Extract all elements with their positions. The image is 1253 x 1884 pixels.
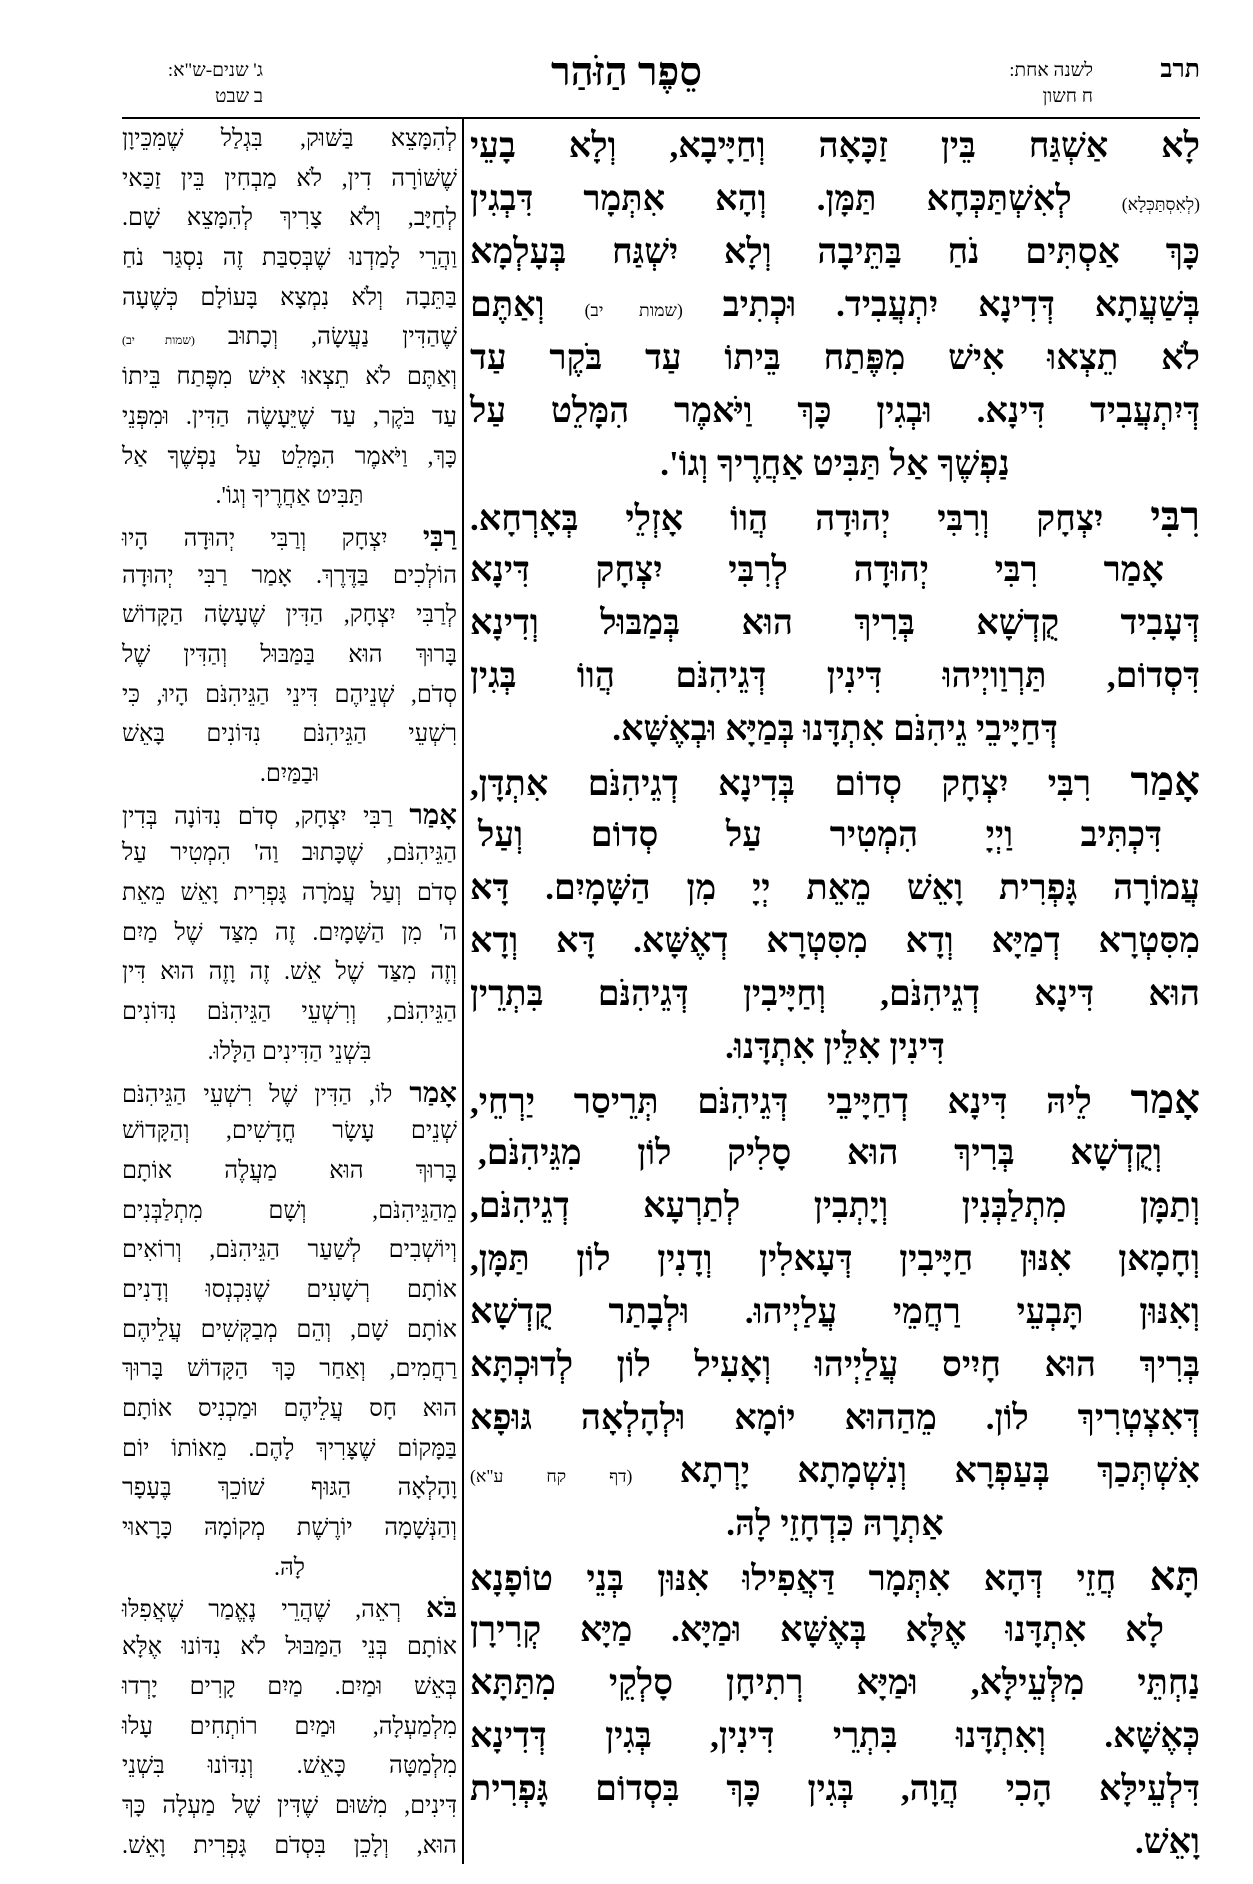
translation-line: וְאַתֶּם לֹא תֵצְאוּ אִישׁ מִפֶּתַח בֵּיתוֹ <box>122 364 457 391</box>
translation-line: מִלְמַטָּה כָּאֵשׁ. וְנִדּוֹנוּ בִּשְׁנֵי <box>122 1753 457 1780</box>
main-text-line: לֹא תֵצְאוּ אִישׁ מִפֶּתַח בֵּיתוֹ עַד בֹּקֶר עַד <box>470 338 1200 377</box>
main-text-line: דְּאִצְטְרִיךְ לוֹן. מֵהַהוּא יוֹמָא וּלְהָלְאָה גּוּפָא <box>470 1398 1200 1437</box>
line-text: לֵיהּ דִּינָא דְחַיָּיבֵי דְּגֵיהִנֹּם תְּרֵיסַר יַרְחֵי, <box>470 1082 1092 1121</box>
line-text: שֶׁהַדִּין נַעֲשָׂה, וְכָתוּב <box>227 324 457 351</box>
translation-line: אוֹתָם שָׁם, וְהֵם מְבַקְּשִׁים עֲלֵיהֶם <box>122 1316 457 1343</box>
variant-reading-note: (לְאִסְתַּכְּלָא) <box>1121 194 1200 214</box>
reading-schedule-one-year: לשנה אחת: <box>1009 60 1093 81</box>
translation-line: רַחֲמִים, וְאַחַר כָּךְ הַקָּדוֹשׁ בָּרוּךְ <box>122 1356 457 1383</box>
main-text-line: וְתַמָּן מִתְלַבְּנִין וְיָתְבִין לְתַרְעָא דְגֵיהִנֹּם, <box>470 1186 1200 1225</box>
column-divider <box>462 119 464 1864</box>
reading-date-one-year: ח חשון <box>1042 86 1093 107</box>
translation-line: בַּמָּקוֹם שֶׁצָּרִיךְ לָהֶם. מֵאוֹתוֹ יוֹם <box>122 1435 457 1462</box>
source-reference: (שמות יב) <box>122 333 195 348</box>
main-text-line: דְּחַיָּיבֵי גֵיהִנֹּם אִתְדָּנוּ בְּמַיָּא וּבְאֶשָּׁא. <box>612 709 1058 748</box>
translation-line: הַגֵּיהִנֹּם, וְרִשְׁעֵי הַגֵּיהִנֹּם נִדּוֹנִים <box>122 999 457 1026</box>
translation-line <box>122 517 457 557</box>
paragraph-lead-word: אָמַר <box>1130 1077 1200 1122</box>
translation-line: וּבַמַּיִם. <box>259 761 320 787</box>
translation-line: לְחַיָּב, וְלֹא צָרִיךְ לְהִמָּצֵא שָׁם. <box>122 205 457 232</box>
translation-line: לְרַבִּי יִצְחָק, הַדִּין שֶׁעָשָׂה הַקָּדוֹשׁ <box>122 602 457 629</box>
header-left-label <box>125 58 263 110</box>
translation-line: סְדֹם, שְׁנֵיהֶם דִּינֵי הַגֵּיהִנֹּם הָיוּ, כִּי <box>122 681 457 708</box>
main-text-line: נַפְשֶׁךָ אַל תַּבִּיט אַחֲרֶיךָ וְגוֹ'. <box>660 444 1010 483</box>
main-text-line: דִּלְעֵילָּא הָכִי הֲוָה, בְּגִין כָּךְ בִּסְדוֹם גָּפְרִית <box>470 1769 1200 1808</box>
translation-line: אוֹתָם בְּנֵי הַמַּבּוּל לֹא נִדּוֹנוּ אֶלָּא <box>122 1634 457 1661</box>
paragraph-lead-word: בֹּא <box>425 1592 458 1624</box>
translation-line: הוּא חָס עֲלֵיהֶם וּמַכְנִיס אוֹתָם <box>122 1396 457 1422</box>
main-text-line <box>470 1444 1200 1497</box>
line-text: בְּשַׁעֲתָא דְּדִינָא יִתְעֲבִיד. וּכְתִיב <box>722 285 1201 324</box>
main-text-line <box>470 1073 1200 1126</box>
main-text-line <box>470 490 1200 543</box>
translation-line: וְזֶה מִצַּד שֶׁל אֵשׁ. זֶה וָזֶה הוּא דִּין <box>122 959 457 986</box>
translation-line: מֵהַגֵּיהִנֹּם, וְשָׁם מִתְלַבְּנִים <box>122 1197 457 1224</box>
paragraph-lead-word: רִבִּי <box>1150 494 1201 539</box>
translation-line: דִּינִים, מִשּׁוּם שֶׁדִּין שֶׁל מַעְלָה כָּךְ <box>122 1792 457 1819</box>
translation-line: שֶׁשּׁוֹרָה דִין, לֹא מַבְחִין בֵּין זַכַּאי <box>122 165 457 192</box>
line-text: יִצְחָק וְרִבִּי יְהוּדָה הֲווֹ אָזְלֵי בְּאָרְחָא. <box>470 499 1104 538</box>
translation-line: כָּךְ, וַיֹּאמֶר הִמָּלֵט עַל נַפְשֶׁךָ אַל <box>122 443 457 470</box>
aramaic-text-column <box>470 119 1200 1868</box>
main-text-line: דְּיִתְעֲבִיד דִּינָא. וּבְגִין כָּךְ וַיֹּאמֶר הִמָּלֵט עַל <box>470 391 1200 430</box>
translation-line <box>122 318 457 358</box>
main-text-line: בְּרִיךְ הוּא חָיִיס עֲלַיְיהוּ וְאָעִיל לוֹן לְדוּכְתָּא <box>470 1345 1200 1384</box>
translation-line: מִלְמַעְלָה, וּמַיִם רוֹתְחִים עָלוּ <box>122 1713 457 1740</box>
translation-line: לָהּ. <box>273 1554 306 1581</box>
translation-line: הַגֵּיהִנֹּם, שֶׁכָּתוּב וַה' הִמְטִיר עַל <box>122 840 457 867</box>
main-text-line: כְּאֶשָּׁא. וְאִתְדָּנוּ בִּתְרֵי דִּינִין, בְּגִין דְּדִינָא <box>470 1716 1200 1755</box>
main-text-line: עֲמוֹרָה גָּפְרִית וָאֵשׁ מֵאֵת יְיָ מִן הַשָּׁמָיִם. דָּא <box>470 868 1200 907</box>
line-text: אִשְׁתְּכַךְ בְּעַפְרָא וְנִשְׁמָתָא יָרְתָא <box>679 1451 1200 1490</box>
paragraph-lead-word: רַבִּי <box>422 520 457 552</box>
paragraph-lead-word: אָמַר <box>409 798 458 830</box>
translation-line: לְהִמָּצֵא בַּשּׁוּק, בִּגְלַל שֶׁמִּכֵּיוָן <box>122 126 457 152</box>
translation-line: בַּתֵּבָה וְלֹא נִמְצָא בָּעוֹלָם כְּשֶׁעָה <box>122 284 457 311</box>
translation-line: בִּשְׁנֵי הַדִּינִים הַלָּלוּ. <box>207 1038 372 1065</box>
paragraph-lead-word: תָּא <box>1149 1554 1201 1599</box>
main-text-line <box>470 278 1200 331</box>
translation-line: וְיוֹשְׁבִים לְשַׁעַר הַגֵּיהִנֹּם, וְרוֹאִים <box>122 1237 457 1264</box>
translation-line: אוֹתָם רְשָׁעִים שֶׁנִּכְנְסוּ וְדָנִים <box>122 1276 457 1303</box>
main-text-line: אָמַר רִבִּי יְהוּדָה לְרִבִּי יִצְחָק דִּינָא <box>470 550 1164 589</box>
line-text: רְאֵה, שֶׁהֲרֵי נֶאֱמַר שֶׁאֲפִלּוּ <box>122 1597 402 1624</box>
main-text-line: דִּינִין אִלֵּין אִתְדָּנוּ. <box>725 1027 945 1066</box>
main-text-line: וְקֻדְשָׁא בְּרִיךְ הוּא סָלִיק לוֹן מִגֵּיהִנֹּם, <box>478 1133 1162 1172</box>
line-text: וְאַתֶּם <box>470 285 545 324</box>
translation-line: עַד בֹּקֶר, עַד שֶׁיֵּעָשֶׂה הַדִּין. וּמִפְּנֵי <box>122 403 457 430</box>
translation-line: וְהַנְּשָׁמָה יוֹרֶשֶׁת מְקוֹמָהּ כָּרָאוּי <box>122 1515 457 1542</box>
line-text: לְאִשְׁתַּכְּחָא תַּמָּן. וְהָא אִתְּמָר דִּבְגִין <box>470 179 1072 218</box>
main-text-line: וָאֵשׁ. <box>1135 1822 1200 1861</box>
translation-line: בָּרוּךְ הוּא בַּמַּבּוּל וְהַדִּין שֶׁל <box>122 641 457 668</box>
translation-line: רִשְׁעֵי הַגֵּיהִנֹּם נִדּוֹנִים בָּאֵשׁ <box>122 721 457 748</box>
translation-line <box>122 795 457 835</box>
main-text-line: וְאִנּוּן תָּבְעֵי רַחֲמֵי עֲלַיְיהוּ. וּלְבָתַר קֻדְשָׁא <box>470 1292 1200 1331</box>
main-text-line: לָא אַשְׁגַּח בֵּין זַכָּאָה וְחַיָּיבָא, וְלָא בָעֵי <box>470 126 1200 165</box>
main-text-line: כָּךְ אַסְתִּים נֹחַ בַּתֵּיבָה וְלָא יִשְׁגַּח בְּעָלְמָא <box>470 232 1200 271</box>
translation-line: שְׁנֵים עָשָׂר חֳדָשִׁים, וְהַקָּדוֹשׁ <box>122 1118 457 1145</box>
translation-line: הוֹלְכִים בַּדֶּרֶךְ. אָמַר רַבִּי יְהוּדָה <box>122 562 457 589</box>
folio-reference: (דף קח ע"א) <box>470 1466 633 1486</box>
main-text-line: דִּכְתִּיב וַיְיָ הִמְטִיר עַל סְדוֹם וְעַל <box>478 815 1162 854</box>
hebrew-translation-column <box>122 120 457 1866</box>
translation-line: בְּאֵשׁ וּמַיִם. מַיִם קָרִים יָרְדוּ <box>122 1673 457 1700</box>
main-text-line: דְּעָבִיד קֻדְשָׁא בְּרִיךְ הוּא בְּמַבּוּל וְדִינָא <box>470 603 1200 642</box>
main-text-line: נַחְתֵּי מִלְּעֵילָּא, וּמַיָּא רְתִיחָן סָלְקֵי מִתַּתָּא <box>470 1663 1200 1702</box>
translation-line: סְדֹם וְעַל עֲמֹרָה גָּפְרִית וָאֵשׁ מֵאֵת <box>122 880 457 907</box>
translation-line: בָּרוּךְ הוּא מַעֲלֶה אוֹתָם <box>122 1157 457 1184</box>
main-text-line: הוּא דִּינָא דְגֵיהִנֹּם, וְחַיָּיבִין דְּגֵיהִנֹּם בִּתְרֵין <box>470 974 1200 1013</box>
main-text-line: אַתְרָהּ כִּדְחָזֵי לָהּ. <box>726 1504 944 1543</box>
translation-line: תַּבִּיט אַחֲרֶיךָ וְגוֹ'. <box>215 483 364 510</box>
translation-line: וַהֲרֵי לָמַדְנוּ שֶׁבְּסִבַּת זֶה נִסְגַּר נֹחַ <box>122 245 457 272</box>
main-text-line: מִסִּטְרָא דְמַיָּא וְדָא מִסִּטְרָא דְאֶשָּׁא. דָּא וְדָא <box>470 921 1200 960</box>
translation-line <box>122 1073 457 1113</box>
reading-date-three-years: ב שבט <box>215 86 263 107</box>
main-text-line: וְחָמָאן אִנּוּן חַיָּיבִין דְּעָאלִין וְדָנִין לוֹן תַּמָּן, <box>470 1239 1200 1278</box>
main-text-line <box>470 1550 1200 1603</box>
source-reference: (שמות יב) <box>584 300 683 320</box>
main-text-line: דִּסְדוֹם, תַּרְוַויְיהוּ דִּינִין דְּגֵיהִנֹּם הֲווֹ בְּגִין <box>470 656 1200 695</box>
main-text-line <box>470 755 1200 808</box>
line-text: יִצְחָק וְרַבִּי יְהוּדָה הָיוּ <box>122 525 388 552</box>
translation-line: הוּא, וְלָכֵן בִּסְדֹם גָּפְרִית וָאֵשׁ. <box>122 1832 457 1859</box>
paragraph-lead-word: אָמַר <box>409 1076 457 1108</box>
translation-line: וָהָלְאָה הַגּוּף שׁוֹכֵךְ בֶּעָפָר <box>122 1475 457 1502</box>
line-text: רַבִּי יִצְחָק, סְדֹם נִדּוֹנָה בְּדִין <box>122 803 393 830</box>
book-title: סֵפֶר הַזֹּהַר <box>551 49 702 94</box>
paragraph-lead-word: אָמַר <box>1130 759 1200 804</box>
reading-schedule-three-years: ג' שנים-ש"א: <box>167 60 263 81</box>
line-text: רִבִּי יִצְחָק סְדוֹם בְּדִינָא דְגֵיהִנֹּם אִתְדָּן, <box>470 764 1092 803</box>
main-text-line <box>470 172 1200 225</box>
translation-line: ה' מִן הַשָּׁמָיִם. זֶה מִצַּד שֶׁל מַיִם <box>122 919 457 946</box>
main-text-line: לָא אִתְדָּנוּ אֶלָּא בְּאֶשָּׁא וּמַיָּא. מַיָּא קְרִירָן <box>470 1610 1164 1649</box>
page-number: תרב <box>1160 56 1200 83</box>
line-text: חֲזֵי דְּהָא אִתְּמָר דַּאֲפִילוּ אִנּוּן בְּנֵי טוֹפָנָא <box>470 1559 1117 1598</box>
line-text: לוֹ, הַדִּין שֶׁל רִשְׁעֵי הַגֵּיהִנֹּם <box>122 1081 393 1108</box>
translation-line <box>122 1588 457 1628</box>
